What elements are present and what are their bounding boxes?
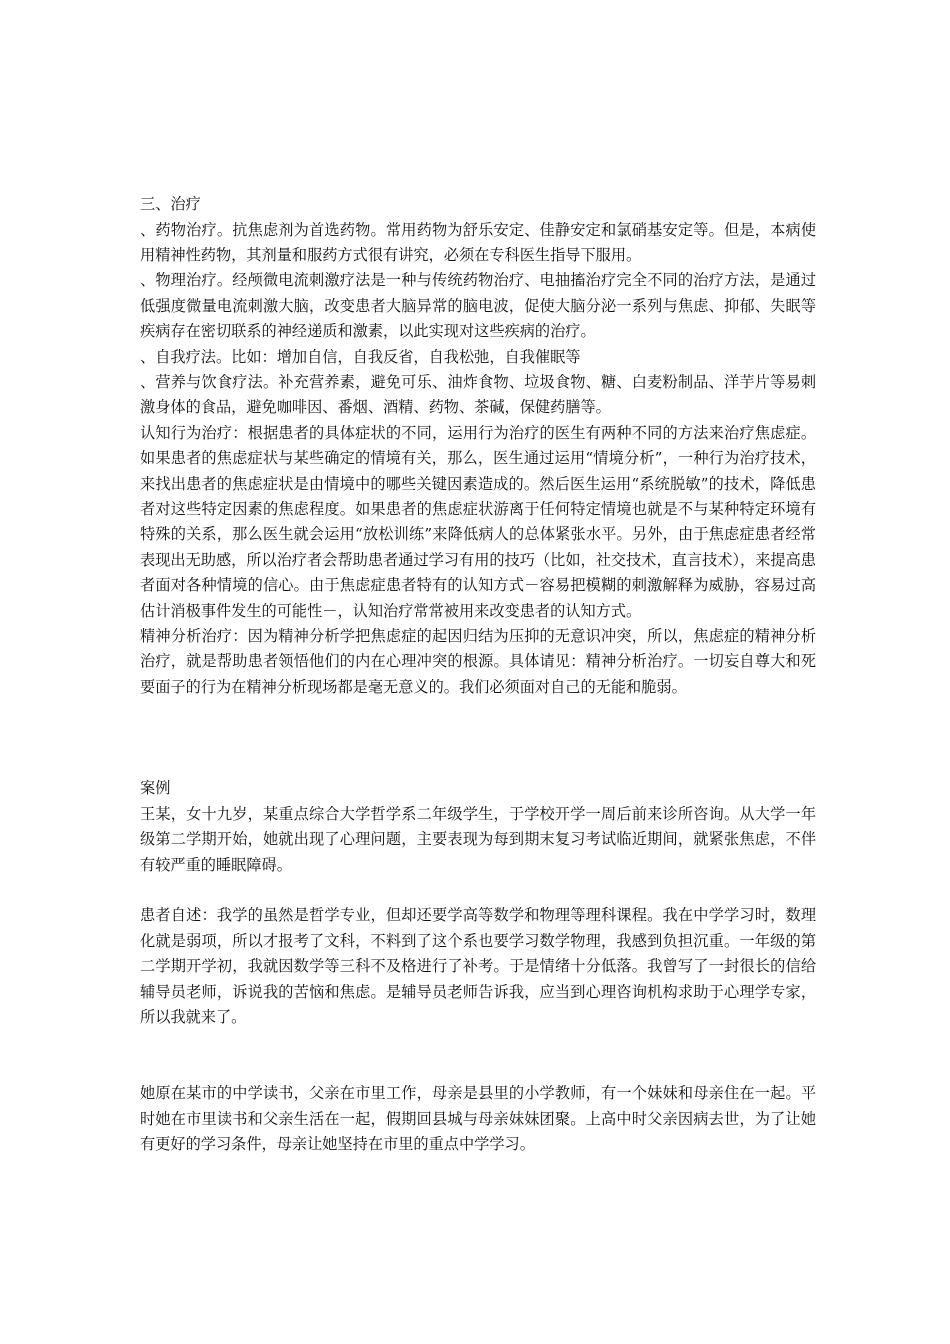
treatment-item-self: 、自我疗法。比如：增加自信，自我反省，自我松弛，自我催眠等	[140, 347, 581, 366]
placeholder-glyph	[140, 116, 816, 141]
treatment-item-psychoanalysis: 精神分析治疗：因为精神分析学把焦虑症的起因归结为压抑的无意识冲突，所以，焦虑症的精神分析治疗，就是帮助患者领悟他们的内在心理冲突的根源。具体请见：精神分析治疗。一切妄自尊大和死要面子的行为在精神分析现场都是毫无意义的。我们必须面对自己的无能和脆弱。	[140, 627, 816, 696]
treatment-item-physical: 、物理治疗。经颅微电流刺激疗法是一种与传统药物治疗、电抽搐治疗完全不同的治疗方法，是通过低强度微量电流刺激大脑，改变患者大脑异常的脑电波，促使大脑分泌一系列与焦虑、抑郁、失眠等疾病存在密切联系的神经递质和激素，以此实现对这些疾病的治疗。	[140, 271, 816, 341]
patient-statement: 患者自述：我学的虽然是哲学专业，但却还要学高等数学和物理等理科课程。我在中学学习时，数理化就是弱项，所以才报考了文科，不料到了这个系也要学习数学物理，我感到负担沉重。一年级的第二学期开学初，我就因数学等三科不及格进行了补考。于是情绪十分低落。我曾写了一封很长的信给辅导员老师，诉说我的苦恼和焦虑。是辅导员老师告诉我，应当到心理咨询机构求助于心理学专家，所以我就来了。	[140, 906, 816, 1027]
placeholder-glyph	[140, 878, 816, 903]
placeholder-glyph	[140, 1056, 816, 1081]
placeholder-glyph	[140, 700, 816, 725]
placeholder-glyph	[140, 141, 816, 166]
placeholder-glyph	[140, 1157, 816, 1182]
placeholder-glyph	[140, 751, 816, 776]
patient-background: 她原在某市的中学读书，父亲在市里工作，母亲是县里的小学教师，有一个妹妹和母亲住在一起。平时她在市里读书和父亲生活在一起，假期回县城与母亲妹妹团聚。上高中时父亲因病去世，为了让她有更好的学习条件，母亲让她坚持在市里的重点中学学习。	[140, 1084, 816, 1154]
treatment-item-drug: 、药物治疗。抗焦虑剂为首选药物。常用药物为舒乐安定、佳静安定和氯硝基安定等。但是，本病使用精神性药物，其剂量和服药方式很有讲究，必须在专科医生指导下服用。	[140, 220, 816, 264]
treatment-item-cbt: 认知行为治疗：根据患者的具体症状的不同，运用行为治疗的医生有两种不同的方法来治疗焦虑症。如果患者的焦虑症状与某些确定的情境有关，那么，医生通过运用“情境分析”，一种行为治疗技术，来找出患者的焦虑症状是由情境中的哪些关键因素造成的。然后医生运用“系统脱敏”的技术，降低患者对这些特定因素的焦虑程度。如果患者的焦虑症状游离于任何特定情境也就是不与某种特定环境有特殊的关系，那么医生就会运用“放松训练”来降低病人的总体紧张水平。另外，由于焦虑症患者经常表现出无助感，所以治疗者会帮助患者通过学习有用的技巧（比如，社交技术，直言技术），来提高患者面对各种情境的信心。由于焦虑症患者特有的认知方式－容易把模糊的刺激解释为威胁，容易过高估计消极事件发生的可能性－，认知治疗常常被用来改变患者的认知方式。	[140, 423, 816, 620]
treatment-item-nutrition: 、营养与饮食疗法。补充营养素，避免可乐、油炸食物、垃圾食物、糖、白麦粉制品、洋芋片等易刺激身体的食品，避免咖啡因、番烟、酒精、药物、茶碱，保健药膳等。	[140, 373, 816, 417]
section-title: 三、治疗	[140, 195, 201, 214]
case-intro: 王某，女十九岁，某重点综合大学哲学系二年级学生，于学校开学一周后前来诊所咨询。从大学一年级第二学期开始，她就出现了心理问题，主要表现为每到期末复习考试临近期间，就紧张焦虑，不伴有较严重的睡眠障碍。	[140, 804, 816, 874]
case-title: 案例	[140, 779, 171, 798]
placeholder-glyph	[140, 726, 816, 751]
placeholder-glyph	[140, 167, 816, 192]
placeholder-glyph	[140, 1030, 816, 1055]
document-body	[140, 116, 816, 1183]
